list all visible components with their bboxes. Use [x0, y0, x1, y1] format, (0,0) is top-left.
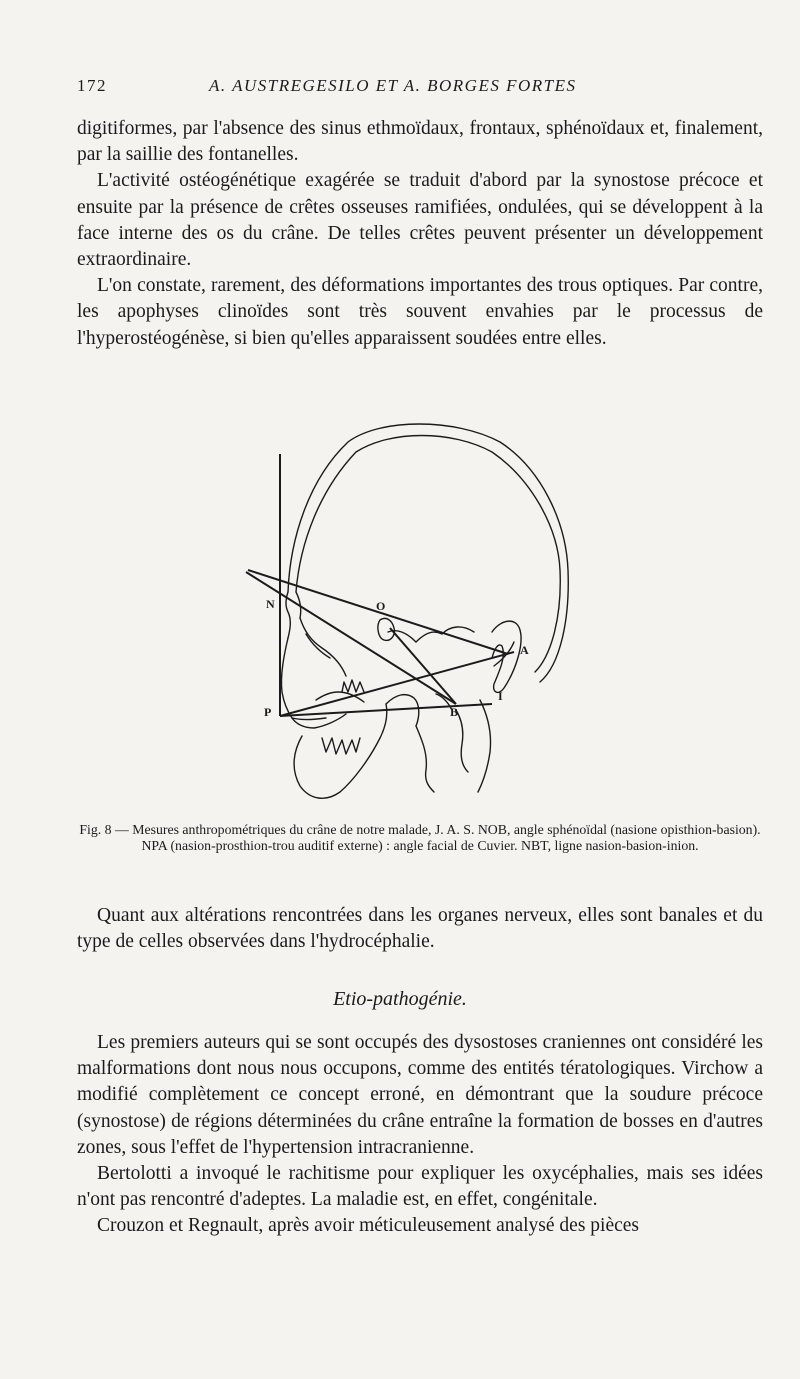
- line-o-b: [390, 628, 456, 704]
- label-o: O: [376, 599, 386, 613]
- text-block-top: [77, 116, 763, 352]
- paragraph: L'activité ostéogénétique exagérée se traduit d'abord par la synostose précoce et ensuite par la présence de crêtes osseuses ramifiées, ondulées, qui se développent à la face interne des os du crâne. De telles crêtes peuvent présenter un développement extraordinaire.: [77, 170, 763, 271]
- paragraph: Bertolotti a invoqué le rachitisme pour expliquer les oxycéphalies, mais ses idées n'ont pas rencontré d'adeptes. La maladie est, en effet, congénitale.: [77, 1163, 763, 1211]
- paragraph: digitiformes, par l'absence des sinus ethmoïdaux, frontaux, sphénoïdaux et, finalement, par la saillie des fontanelles.: [77, 118, 763, 166]
- text-block-middle: [77, 903, 763, 955]
- page-number: 172: [77, 76, 107, 95]
- label-p: P: [264, 705, 272, 719]
- paragraph: Les premiers auteurs qui se sont occupés des dysostoses craniennes ont considéré les malformations dont nous nous occupons, comme des entités tératologiques. Virchow a modifié complètement ce concept erroné, en démontrant que la soudure précoce (synostose) de régions déterminées du crâne entraîne la formation de bosses en d'autres zones, sous l'effet de l'hypertension intracranienne.: [77, 1032, 763, 1158]
- figure-caption: Fig. 8 — Mesures anthropométriques du crâne de notre malade, J. A. S. NOB, angle sphénoïdal (nasione opisthion-basion). NPA (nasion-prosthion-trou auditif externe) : angle facial de Cuvier. NBT, ligne nasion-basion-inion.: [79, 822, 761, 853]
- label-a: A: [520, 643, 529, 657]
- label-n: N: [266, 597, 275, 611]
- label-i: I: [498, 689, 503, 703]
- skull-figure: [230, 420, 570, 810]
- running-head: A. AUSTREGESILO ET A. BORGES FORTES: [209, 76, 577, 95]
- skull-diagram: [230, 420, 570, 810]
- line-p-a: [280, 652, 514, 716]
- section-title: Etio-pathogénie.: [333, 988, 467, 1010]
- label-b: B: [450, 705, 459, 719]
- paragraph: L'on constate, rarement, des déformations importantes des trous optiques. Par contre, les apophyses clinoïdes sont très souvent envahies par le processus de l'hyperostéogénèse, si bien qu'elles apparaissent soudées entre elles.: [77, 275, 763, 349]
- text-block-bottom: [77, 1030, 763, 1240]
- spine-outline: [416, 726, 434, 792]
- paragraph: Crouzon et Regnault, après avoir méticuleusement analysé des pièces: [97, 1215, 640, 1237]
- paragraph: Quant aux altérations rencontrées dans les organes nerveux, elles sont banales et du type de celles observées dans l'hydrocéphalie.: [77, 905, 763, 953]
